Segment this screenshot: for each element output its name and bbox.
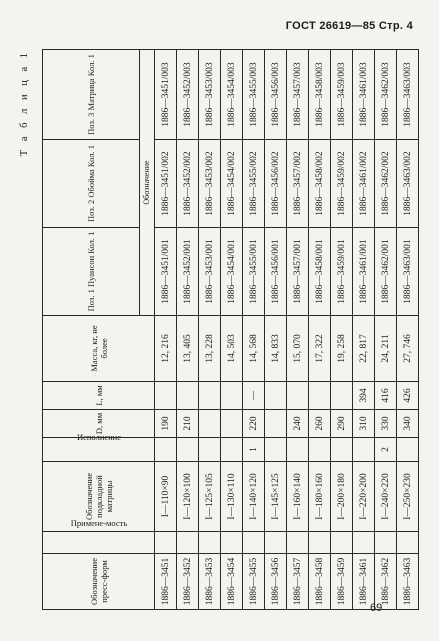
cell-designation: 1886—3461 [353,554,375,610]
cell-version [287,438,309,462]
cell-designation: 1886—3454 [221,554,243,610]
cell-version: 1 [243,438,265,462]
cell-punch: 1886—3456/001 [265,228,287,316]
cell-mass: 15, 070 [287,316,309,382]
cell-die: 1886—3453/003 [199,50,221,140]
cell-die-designation: I—130×110 [221,462,243,532]
cell-holder: 1886—3463/002 [397,140,419,228]
cell-punch: 1886—3451/001 [155,228,177,316]
cell-die: 1886—3458/003 [309,50,331,140]
cell-version [155,438,177,462]
cell-die: 1886—3463/003 [397,50,419,140]
cell-mass: 19, 258 [331,316,353,382]
cell-die-designation: I—180×160 [309,462,331,532]
table-row [243,50,265,610]
cell-version [397,438,419,462]
cell-version [353,438,375,462]
col-holder: Поз. 2 Обойма Кол. 1 [43,140,140,228]
cell-applicability [199,532,221,554]
cell-D: 220 [243,410,265,438]
cell-designation: 1886—3459 [331,554,353,610]
cell-L [287,382,309,410]
cell-punch: 1886—3452/001 [177,228,199,316]
cell-version [177,438,199,462]
cell-applicability [331,532,353,554]
cell-holder: 1886—3453/002 [199,140,221,228]
cell-die: 1886—3456/003 [265,50,287,140]
cell-applicability [287,532,309,554]
cell-version [221,438,243,462]
cell-applicability [221,532,243,554]
cell-L: 416 [375,382,397,410]
cell-punch: 1886—3458/001 [309,228,331,316]
parts-table [42,49,419,610]
cell-punch: 1886—3454/001 [221,228,243,316]
cell-die: 1886—3452/003 [177,50,199,140]
cell-L [221,382,243,410]
cell-L [177,382,199,410]
cell-die-designation: I—250×230 [397,462,419,532]
cell-mass: 13, 228 [199,316,221,382]
col-designation: Обозначение пресс-форм [43,554,155,610]
cell-mass: 14, 503 [221,316,243,382]
table-row [397,50,419,610]
cell-die: 1886—3455/003 [243,50,265,140]
cell-die-designation: I—220×200 [353,462,375,532]
cell-applicability [243,532,265,554]
table-caption: Т а б л и ц а 1 [19,50,30,157]
cell-designation: 1886—3455 [243,554,265,610]
cell-applicability [155,532,177,554]
cell-D [265,410,287,438]
cell-punch: 1886—3463/001 [397,228,419,316]
cell-D: 330 [375,410,397,438]
cell-holder: 1886—3454/002 [221,140,243,228]
cell-designation: 1886—3458 [309,554,331,610]
table-row [309,50,331,610]
cell-mass: 14, 568 [243,316,265,382]
cell-punch: 1886—3462/001 [375,228,397,316]
cell-holder: 1886—3457/002 [287,140,309,228]
cell-applicability [265,532,287,554]
cell-D: 240 [287,410,309,438]
col-l: L, мм [43,382,155,410]
cell-punch: 1886—3455/001 [243,228,265,316]
cell-mass: 17, 322 [309,316,331,382]
cell-mass: 24, 211 [375,316,397,382]
cell-L [199,382,221,410]
cell-version [265,438,287,462]
cell-punch: 1886—3453/001 [199,228,221,316]
cell-D: 210 [177,410,199,438]
cell-die-designation: I—200×180 [331,462,353,532]
cell-holder: 1886—3456/002 [265,140,287,228]
col-punch: Поз. 1 Пуансон Кол. 1 [43,228,140,316]
cell-die-designation: I—240×220 [375,462,397,532]
cell-applicability [177,532,199,554]
cell-die: 1886—3461/003 [353,50,375,140]
cell-L [309,382,331,410]
cell-applicability [309,532,331,554]
table-row [331,50,353,610]
col-group-designation: Обозначение [140,50,155,316]
cell-holder: 1886—3461/002 [353,140,375,228]
cell-holder: 1886—3462/002 [375,140,397,228]
cell-holder: 1886—3458/002 [309,140,331,228]
col-mass: Масса, кг, не более [43,316,155,382]
cell-punch: 1886—3461/001 [353,228,375,316]
cell-die: 1886—3451/003 [155,50,177,140]
table-row [287,50,309,610]
col-applicability: Примене-мость [43,532,155,554]
col-die-designation: Обозначение подкладной матрицы [43,462,155,532]
table-row [199,50,221,610]
cell-D: 290 [331,410,353,438]
cell-die-designation: I—140×120 [243,462,265,532]
cell-mass: 27, 746 [397,316,419,382]
cell-D: 340 [397,410,419,438]
cell-mass: 12, 216 [155,316,177,382]
table-row [177,50,199,610]
cell-holder: 1886—3452/002 [177,140,199,228]
cell-die-designation: I—145×125 [265,462,287,532]
cell-die: 1886—3457/003 [287,50,309,140]
table-row [353,50,375,610]
cell-applicability [397,532,419,554]
cell-D [199,410,221,438]
cell-designation: 1886—3451 [155,554,177,610]
cell-designation: 1886—3453 [199,554,221,610]
table-row [221,50,243,610]
table-row [155,50,177,610]
col-d: D, мм [43,410,155,438]
cell-designation: 1886—3463 [397,554,419,610]
cell-L [265,382,287,410]
cell-designation: 1886—3462 [375,554,397,610]
cell-die-designation: I—160×140 [287,462,309,532]
table-row [265,50,287,610]
cell-die: 1886—3462/003 [375,50,397,140]
cell-mass: 14, 833 [265,316,287,382]
cell-holder: 1886—3455/002 [243,140,265,228]
cell-L [155,382,177,410]
cell-die-designation: I—120×100 [177,462,199,532]
cell-L: — [243,382,265,410]
cell-version: 2 [375,438,397,462]
cell-version [331,438,353,462]
cell-die-designation: I—125×105 [199,462,221,532]
cell-L: 426 [397,382,419,410]
cell-designation: 1886—3457 [287,554,309,610]
cell-mass: 22, 817 [353,316,375,382]
cell-L: 394 [353,382,375,410]
col-version: Исполнение [43,438,155,462]
cell-holder: 1886—3459/002 [331,140,353,228]
cell-designation: 1886—3452 [177,554,199,610]
cell-D: 260 [309,410,331,438]
col-die: Поз. 3 Матрица Кол. 1 [43,50,140,140]
table-row [375,50,397,610]
cell-designation: 1886—3456 [265,554,287,610]
cell-die: 1886—3454/003 [221,50,243,140]
cell-die: 1886—3459/003 [331,50,353,140]
cell-applicability [375,532,397,554]
cell-punch: 1886—3459/001 [331,228,353,316]
cell-applicability [353,532,375,554]
cell-D: 190 [155,410,177,438]
cell-version [309,438,331,462]
cell-mass: 13, 405 [177,316,199,382]
page-number: 69 [370,602,383,614]
cell-L [331,382,353,410]
cell-die-designation: I—110×90 [155,462,177,532]
cell-D [221,410,243,438]
cell-holder: 1886—3451/002 [155,140,177,228]
cell-punch: 1886—3457/001 [287,228,309,316]
cell-version [199,438,221,462]
page-header: ГОСТ 26619—85 Стр. 4 [285,20,413,32]
cell-D: 310 [353,410,375,438]
